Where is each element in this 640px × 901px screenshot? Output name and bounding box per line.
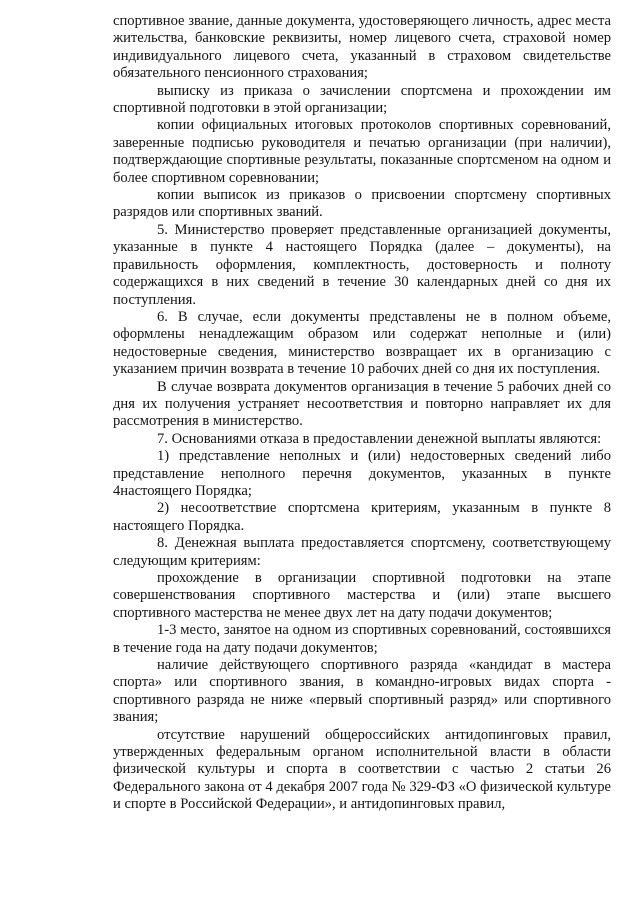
document-page (113, 13, 611, 814)
paragraph: 1-3 место, занятое на одном из спортивных соревнований, состоявшихся в течение года на дату подачи документов; (113, 622, 611, 656)
paragraph: 5. Министерство проверяет представленные организацией документы, указанные в пункте 4 настоящего Порядка (далее – документы), на правильность оформления, комплектность, достоверность и полноту содержащихся в них сведений в течение 30 календарных дней со дня их поступления. (113, 221, 611, 308)
paragraph: отсутствие нарушений общероссийских антидопинговых правил, утвержденных федеральным органом исполнительной власти в области физической культуры и спорта в соответствии с частью 2 статьи 26 Федерального закона от 4 декабря 2007 года № 329-ФЗ «О физической культуре и спорте в Российской Федерации», и антидопинговых правил, (113, 726, 611, 813)
paragraph: 8. Денежная выплата предоставляется спортсмену, соответствующему следующим критериям: (113, 535, 611, 569)
paragraph: 6. В случае, если документы представлены не в полном объеме, оформлены ненадлежащим образом или содержат неполные и (или) недостоверные сведения, министерство возвращает их в организацию с указанием причин возврата в течение 10 рабочих дней со дня их поступления. (113, 308, 611, 378)
paragraph: В случае возврата документов организация в течение 5 рабочих дней со дня их получения устраняет несоответствия и повторно направляет их для рассмотрения в министерство. (113, 378, 611, 430)
paragraph: спортивное звание, данные документа, удостоверяющего личность, адрес места жительства, банковские реквизиты, номер лицевого счета, страховой номер индивидуального лицевого счета, указанный в страховом свидетельстве обязательного пенсионного страхования; (113, 13, 611, 82)
paragraph: копии выписок из приказов о присвоении спортсмену спортивных разрядов или спортивных званий. (113, 187, 611, 221)
paragraph: копии официальных итоговых протоколов спортивных соревнований, заверенные подписью руководителя и печатью организации (при наличии), подтверждающие спортивные результаты, показанные спортсменом на одном и более спортивном соревновании; (113, 117, 611, 186)
paragraph: 1) представление неполных и (или) недостоверных сведений либо представление неполного перечня документов, указанных в пункте 4настоящего Порядка; (113, 448, 611, 499)
paragraph: 2) несоответствие спортсмена критериям, указанным в пункте 8 настоящего Порядка. (113, 500, 611, 534)
paragraph: 7. Основаниями отказа в предоставлении денежной выплаты являются: (157, 430, 602, 447)
paragraph: прохождение в организации спортивной подготовки на этапе совершенствования спортивного мастерства и (или) этапе высшего спортивного мастерства не менее двух лет на дату подачи документов; (113, 570, 611, 621)
paragraph: выписку из приказа о зачислении спортсмена и прохождении им спортивной подготовки в этой организации; (113, 82, 611, 117)
paragraph: наличие действующего спортивного разряда «кандидат в мастера спорта» или спортивного звания, в командно-игровых видах спорта - спортивного разряда не ниже «первый спортивный разряд» или спортивного звания; (113, 657, 611, 726)
